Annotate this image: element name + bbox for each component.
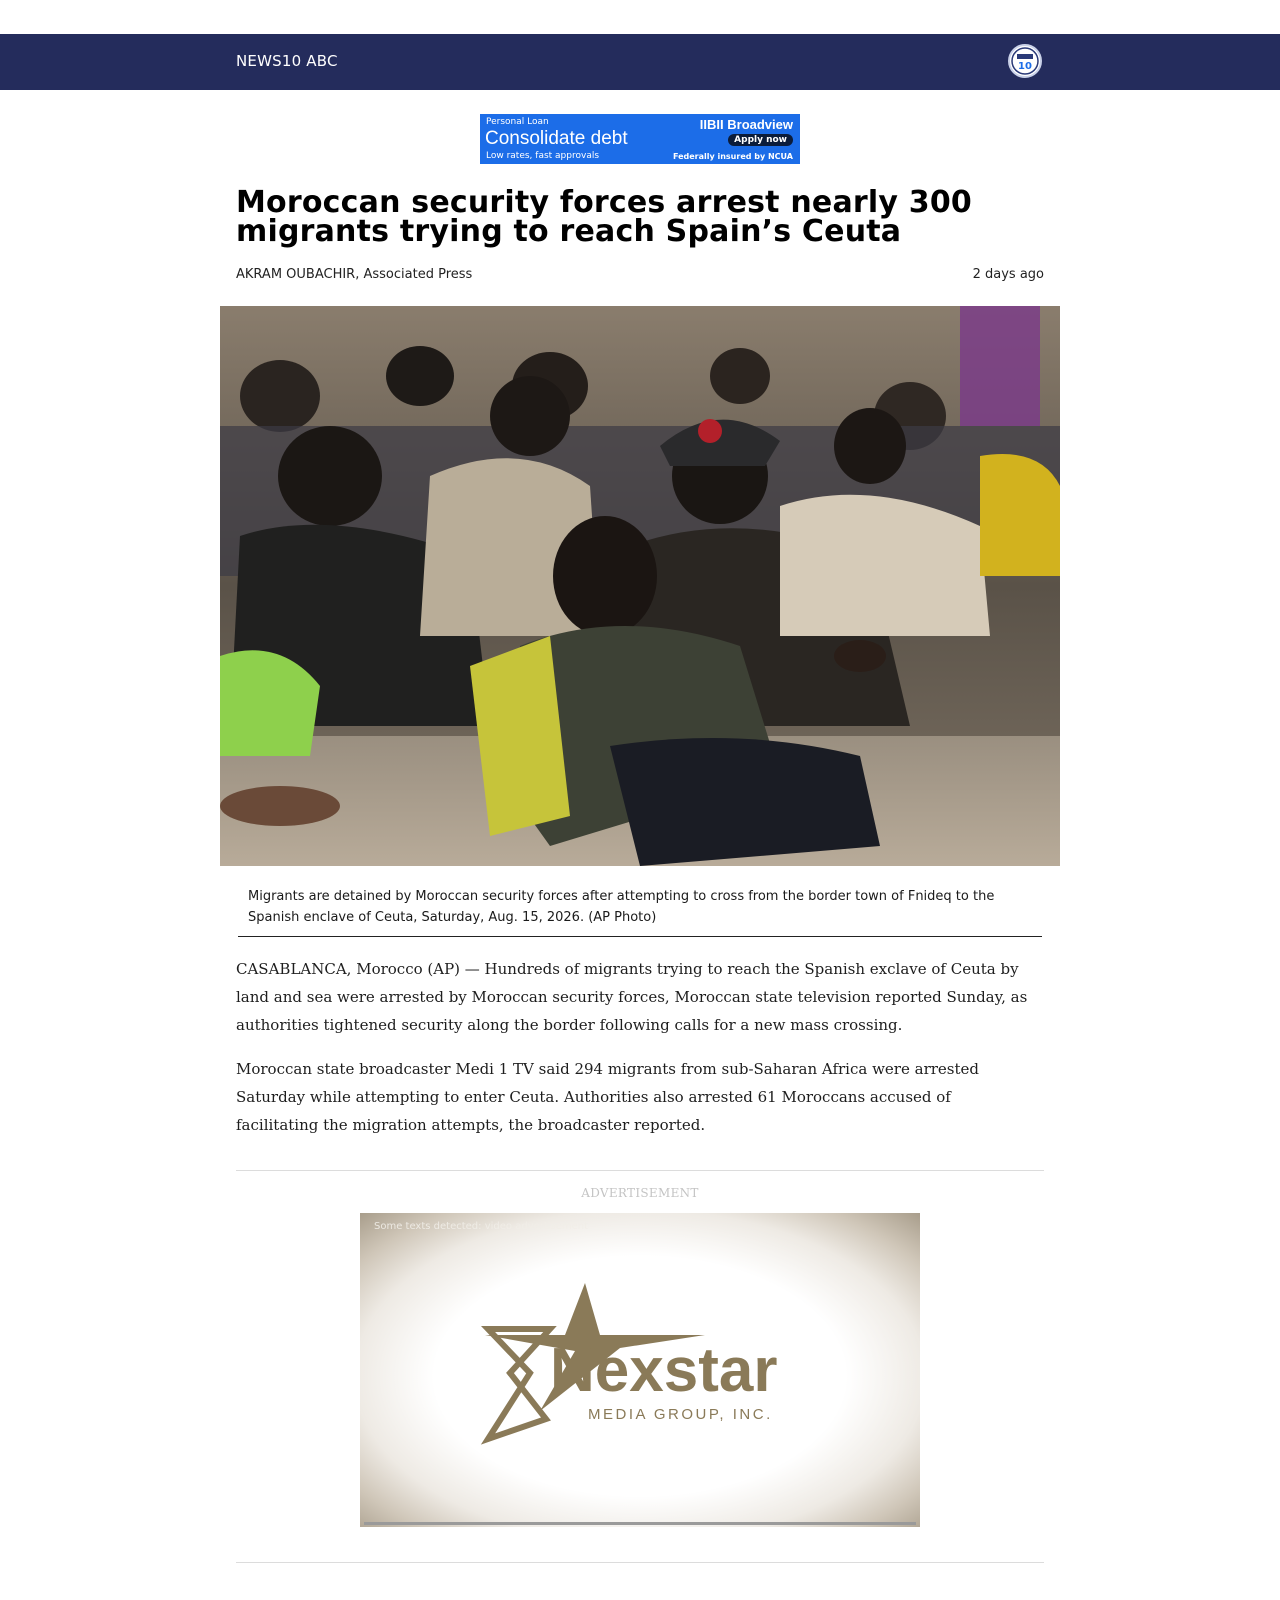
svg-text:10: 10 <box>1018 61 1032 72</box>
ad-kicker: Personal Loan <box>486 117 549 127</box>
ad-divider-bottom <box>236 1562 1044 1563</box>
top-banner-ad[interactable] <box>480 114 800 164</box>
ad-headline: Consolidate debt <box>485 128 628 149</box>
news10-abc-logo-icon[interactable] <box>1008 44 1042 78</box>
site-header <box>0 34 1280 90</box>
nexstar-subtitle: MEDIA GROUP, INC. <box>588 1406 773 1423</box>
article-timestamp: 2 days ago <box>972 267 1044 282</box>
video-advertisement[interactable] <box>360 1213 920 1527</box>
hero-photo <box>220 306 1060 866</box>
ad-subline: Low rates, fast approvals <box>486 151 600 161</box>
article-headline: Moroccan security forces arrest nearly 300 migrants trying to reach Spain’s Ceuta <box>236 185 973 249</box>
image-caption: Migrants are detained by Moroccan security forces after attempting to cross from the border town of Fnideq to the Spanish enclave of Ceuta, Saturday, Aug. 15, 2026. (AP Photo) <box>248 889 995 925</box>
article-byline: AKRAM OUBACHIR, Associated Press <box>236 267 473 282</box>
logo-mark <box>1011 47 1039 75</box>
nexstar-logo <box>360 1213 920 1527</box>
video-progress-bar[interactable] <box>364 1522 916 1525</box>
ad-apply-button[interactable]: Apply now <box>728 134 793 146</box>
nexstar-wordmark: Nexstar <box>550 1336 778 1405</box>
caption-divider <box>238 936 1042 937</box>
article-body <box>236 955 1036 1155</box>
advertisement-label: ADVERTISEMENT <box>581 1186 699 1200</box>
site-name-link[interactable]: NEWS10 ABC <box>236 52 338 70</box>
article-paragraph-2: Moroccan state broadcaster Medi 1 TV said 294 migrants from sub-Saharan Africa were arrested Saturday while attempting to enter Ceuta. Authorities also arrested 61 Moroccans accused of facilitating the migration attempts, the broadcaster reported. <box>236 1060 979 1134</box>
ad-brand: IIBII Broadview <box>699 117 793 132</box>
article-hero-image <box>220 306 1060 866</box>
ad-note: Federally insured by NCUA <box>672 152 793 161</box>
video-title: Some texts detected: video advertisement <box>374 1221 589 1232</box>
ad-divider-top <box>236 1170 1044 1171</box>
article-paragraph-1: CASABLANCA, Morocco (AP) — Hundreds of migrants trying to reach the Spanish exclave of Ceuta by land and sea were arrested by Moroccan security forces, Moroccan state television reported Sunday, as authorities tightened security along the border following calls for a new mass crossing. <box>236 960 1028 1034</box>
